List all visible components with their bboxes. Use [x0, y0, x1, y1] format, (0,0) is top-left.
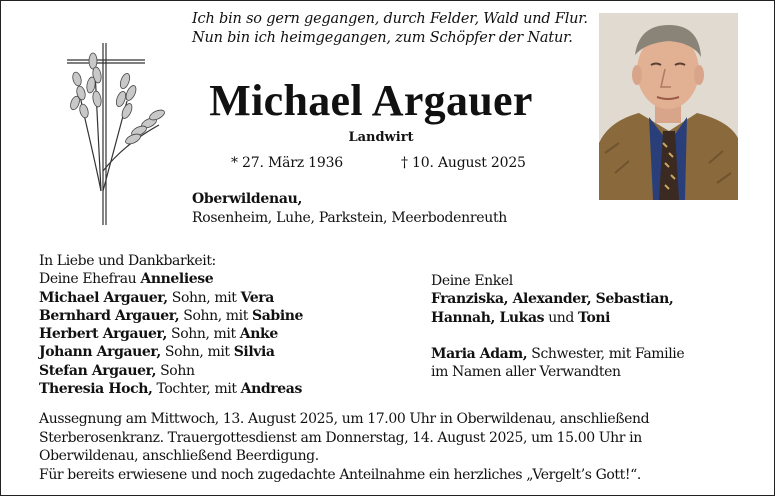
footer-line: Aussegnung am Mittwoch, 13. August 2025, um 17.00 Uhr in Oberwildenau, anschließend [39, 411, 650, 427]
child-relation: Sohn, mit [160, 344, 234, 361]
grandchildren-line-2 [431, 309, 684, 327]
grandchildren-and: und [544, 309, 579, 326]
child-partner: Anke [239, 326, 278, 343]
child-line [39, 343, 303, 361]
grandchildren-line-1: Franziska, Alexander, Sebastian, [431, 291, 674, 308]
portrait-photo [599, 13, 738, 200]
mourners-intro: In Liebe und Dankbarkeit: [39, 253, 216, 269]
child-line [39, 307, 303, 325]
grandchild-last: Toni [578, 309, 611, 326]
mourners-left [39, 252, 303, 398]
footer-line: Für bereits erwiesene und noch zugedachte Anteilnahme ein herzliches „Vergelt’s Gott!“. [39, 466, 641, 483]
places [192, 190, 507, 228]
occupation: Landwirt [348, 130, 414, 145]
spacer [431, 327, 684, 345]
poem-line-1: Ich bin so gern gegangen, durch Felder, Wald und Flur. [192, 11, 588, 27]
child-relation: Sohn, mit [179, 307, 253, 324]
child-line [39, 325, 303, 343]
wife-name: Anneliese [140, 271, 214, 288]
child-partner: Andreas [240, 381, 302, 398]
child-name: Theresia Hoch, [39, 381, 153, 398]
child-relation: Sohn [156, 362, 195, 379]
sister-name: Maria Adam, [431, 346, 528, 363]
footer-line: Oberwildenau, anschließend Beerdigung. [39, 448, 319, 464]
child-partner: Silvia [233, 344, 275, 361]
home-place: Oberwildenau, [192, 191, 303, 207]
wife-prefix: Deine Ehefrau [39, 271, 137, 288]
child-line [39, 362, 303, 380]
child-partner: Vera [240, 289, 274, 306]
wife-line [39, 270, 303, 288]
child-name: Michael Argauer, [39, 289, 168, 306]
child-name: Herbert Argauer, [39, 326, 167, 343]
poem-line-2: Nun bin ich heimgegangen, zum Schöpfer der Natur. [192, 30, 573, 46]
poem [192, 10, 588, 48]
grandchildren-label: Deine Enkel [431, 273, 513, 289]
deceased-name: Michael Argauer [209, 76, 533, 125]
other-places: Rosenheim, Luhe, Parkstein, Meerbodenreuth [192, 210, 508, 226]
birth-date: * 27. März 1936 [231, 155, 343, 171]
child-relation: Tochter, mit [152, 381, 241, 398]
closing-line: im Namen aller Verwandten [431, 364, 621, 381]
child-name: Bernhard Argauer, [39, 307, 180, 324]
grandchildren-names: Hannah, Lukas [431, 309, 545, 326]
footer-line: Sterberosenkranz. Trauergottesdienst am Donnerstag, 14. August 2025, um 15.00 Uhr in [39, 429, 642, 446]
service-info [39, 410, 739, 484]
sister-line [431, 345, 684, 363]
child-name: Johann Argauer, [39, 344, 161, 361]
child-relation: Sohn, mit [166, 326, 240, 343]
death-date: † 10. August 2025 [401, 155, 526, 171]
child-line [39, 380, 303, 398]
mourners-right [431, 272, 684, 382]
sister-relation: Schwester, mit Familie [527, 346, 685, 363]
child-relation: Sohn, mit [167, 289, 241, 306]
child-partner: Sabine [252, 307, 304, 324]
child-name: Stefan Argauer, [39, 362, 157, 379]
child-line [39, 289, 303, 307]
cross-with-wheat-icon [63, 41, 167, 227]
